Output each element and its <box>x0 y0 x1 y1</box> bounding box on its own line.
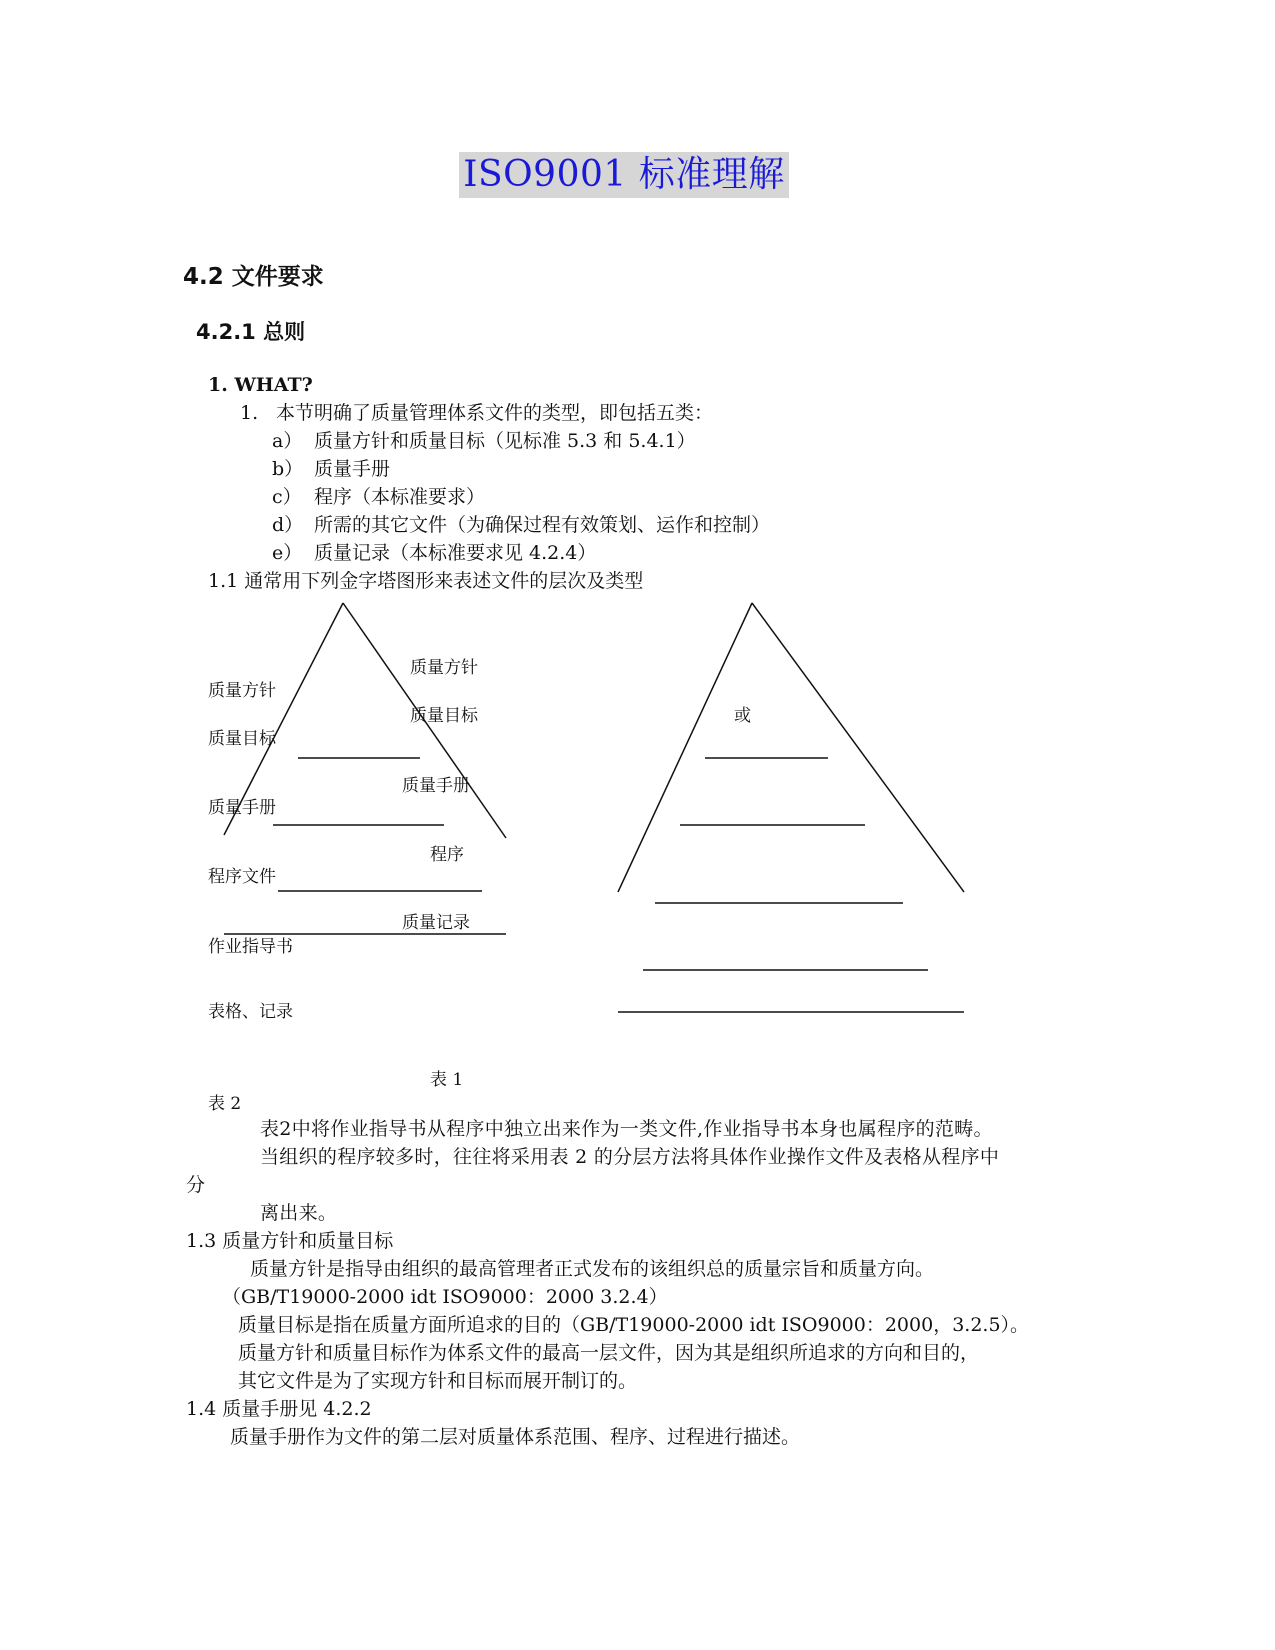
paragraph-line: 质量方针和质量目标作为体系文件的最高一层文件，因为其是组织所追求的方向和目的， <box>238 1342 980 1364</box>
pyramid-left-label: 质量目标 <box>208 729 276 749</box>
right-pyramid-right-edge <box>752 603 964 892</box>
table1-label: 质量方针 <box>410 658 478 678</box>
section-1-3-heading: 1.3 质量方针和质量目标 <box>186 1230 394 1252</box>
or-label: 或 <box>734 706 751 726</box>
list-item-label: a） <box>272 430 303 452</box>
subsection-heading: 4.2.1 总则 <box>196 320 306 344</box>
paragraph-line: 分 <box>186 1174 206 1196</box>
section-1-4-heading: 1.4 质量手册见 4.2.2 <box>186 1398 372 1420</box>
paragraph-line: 质量目标是指在质量方面所追求的目的（GB/T19000-2000 idt ISO9000：2000，3.2.5）。 <box>238 1314 1030 1336</box>
pyramid-left-label: 质量方针 <box>208 681 276 701</box>
list-item-label: e） <box>272 542 303 564</box>
intro-number: 1. <box>240 402 259 424</box>
paragraph-line: 质量方针是指导由组织的最高管理者正式发布的该组织总的质量宗旨和质量方向。 <box>250 1258 935 1280</box>
right-pyramid-left-edge <box>618 603 752 892</box>
list-item-label: c） <box>272 486 302 508</box>
pyramid-left-label: 质量手册 <box>208 798 276 818</box>
list-item-text: 质量方针和质量目标（见标准 5.3 和 5.4.1） <box>314 430 696 452</box>
pyramid-left-label: 作业指导书 <box>208 937 293 957</box>
pyramid-left-label: 程序文件 <box>208 867 276 887</box>
what-heading: 1. WHAT? <box>208 374 313 396</box>
list-item-text: 程序（本标准要求） <box>314 486 486 508</box>
paragraph-line: 当组织的程序较多时，往往将采用表 2 的分层方法将具体作业操作文件及表格从程序中 <box>260 1146 1000 1168</box>
caption-table2: 表 2 <box>208 1094 242 1114</box>
caption-table1: 表 1 <box>430 1070 464 1090</box>
table1-label: 程序 <box>430 845 464 865</box>
document-title: ISO9001 标准理解 <box>463 154 785 195</box>
pyramid-left-label: 表格、记录 <box>208 1002 293 1022</box>
intro-text: 本节明确了质量管理体系文件的类型，即包括五类： <box>276 402 714 424</box>
list-item-text: 质量记录（本标准要求见 4.2.4） <box>314 542 597 564</box>
paragraph-line: 离出来。 <box>260 1202 338 1224</box>
table1-label: 质量记录 <box>402 913 470 933</box>
table1-label: 质量目标 <box>410 706 478 726</box>
list-item-text: 质量手册 <box>314 458 391 480</box>
section-heading: 4.2 文件要求 <box>183 264 324 290</box>
paragraph-line: 其它文件是为了实现方针和目标而展开制订的。 <box>238 1370 638 1392</box>
list-item-text: 所需的其它文件（为确保过程有效策划、运作和控制） <box>314 514 771 536</box>
table1-label: 质量手册 <box>402 776 470 796</box>
paragraph-line: 表2中将作业指导书从程序中独立出来作为一类文件,作业指导书本身也属程序的范畴。 <box>260 1118 993 1140</box>
list-item-label: d） <box>272 514 304 536</box>
pyramid-intro: 1.1 通常用下列金字塔图形来表述文件的层次及类型 <box>208 570 644 592</box>
list-item-label: b） <box>272 458 304 480</box>
paragraph-line: 质量手册作为文件的第二层对质量体系范围、程序、过程进行描述。 <box>230 1426 801 1448</box>
paragraph-line: （GB/T19000-2000 idt ISO9000：2000 3.2.4） <box>222 1286 668 1308</box>
